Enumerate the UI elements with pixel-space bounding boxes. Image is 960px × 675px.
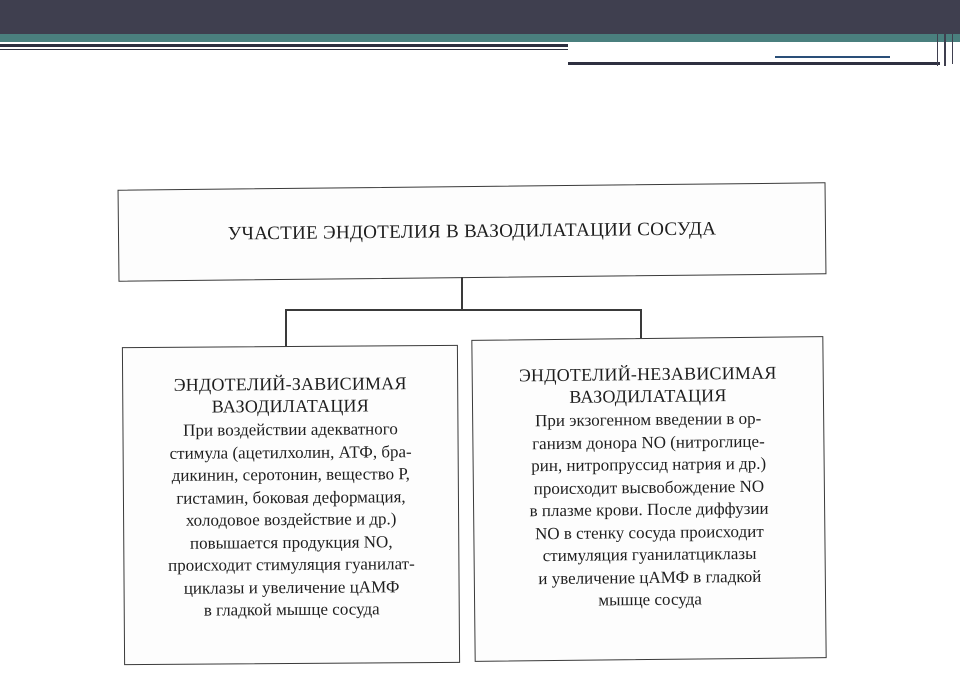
diagram-title: УЧАСТИЕ ЭНДОТЕЛИЯ В ВАЗОДИЛАТАЦИИ СОСУДА bbox=[227, 218, 717, 245]
header-corner-line-1 bbox=[937, 0, 938, 66]
text-line: холодовое воздействие и др.) bbox=[185, 509, 397, 530]
text-line: повышается продукция NO, bbox=[189, 531, 393, 553]
header-corner-block bbox=[940, 0, 960, 34]
diagram-title-box bbox=[118, 182, 827, 281]
text-line: и увеличение цАМФ в гладкой bbox=[538, 566, 762, 588]
endothelium-dependent-heading bbox=[131, 372, 449, 418]
text-line: в гладкой мышце сосуда bbox=[203, 599, 380, 620]
header-rule-right bbox=[568, 62, 940, 65]
endothelium-independent-box bbox=[471, 336, 826, 662]
header-rule-accent bbox=[775, 56, 890, 58]
header-rule-left-thin bbox=[0, 49, 568, 50]
connector-left-drop bbox=[285, 309, 287, 346]
endothelium-independent-text bbox=[481, 407, 817, 613]
text-line: При воздействии адекватного bbox=[183, 419, 398, 440]
text-line: NO в стенку сосуда происходит bbox=[534, 521, 764, 543]
text-line: стимуляция гуанилатциклазы bbox=[542, 543, 757, 566]
text-line: При экзогенном введении в ор- bbox=[534, 408, 762, 431]
header-rule-left bbox=[0, 44, 568, 47]
text-line: гистамин, боковая деформация, bbox=[176, 486, 406, 508]
heading-line: ВАЗОДИЛАТАЦИЯ bbox=[211, 395, 369, 417]
slide-header-accent bbox=[0, 34, 960, 42]
slide-header-bar bbox=[0, 0, 960, 34]
text-line: стимула (ацетилхолин, АТФ, бра- bbox=[169, 441, 412, 463]
heading-line: ЭНДОТЕЛИЙ-ЗАВИСИМАЯ bbox=[173, 373, 407, 395]
heading-line: ЭНДОТЕЛИЙ-НЕЗАВИСИМАЯ bbox=[518, 362, 777, 386]
text-line: происходит стимуляция гуанилат- bbox=[168, 554, 415, 575]
connector-right-drop bbox=[640, 309, 642, 339]
header-corner-line-3 bbox=[952, 0, 953, 64]
text-line: рин, нитропруссид натрия и др.) bbox=[531, 453, 767, 476]
heading-line: ВАЗОДИЛАТАЦИЯ bbox=[569, 385, 727, 407]
text-line: в плазме крови. После диффузии bbox=[529, 498, 769, 521]
text-line: дикинин, серотонин, вещество Р, bbox=[171, 464, 410, 485]
connector-trunk bbox=[461, 277, 463, 310]
text-line: происходит высвобождение NO bbox=[533, 476, 765, 498]
text-line: ганизм донора NO (нитроглице- bbox=[532, 431, 765, 453]
header-corner-line-2 bbox=[944, 0, 946, 66]
text-line: мышце сосуда bbox=[598, 589, 702, 610]
endothelium-dependent-text bbox=[131, 418, 450, 623]
endothelium-independent-heading bbox=[481, 361, 815, 408]
connector-horizontal bbox=[285, 309, 641, 311]
text-line: циклазы и увеличение цАМФ bbox=[183, 576, 400, 598]
endothelium-dependent-box bbox=[122, 345, 460, 665]
